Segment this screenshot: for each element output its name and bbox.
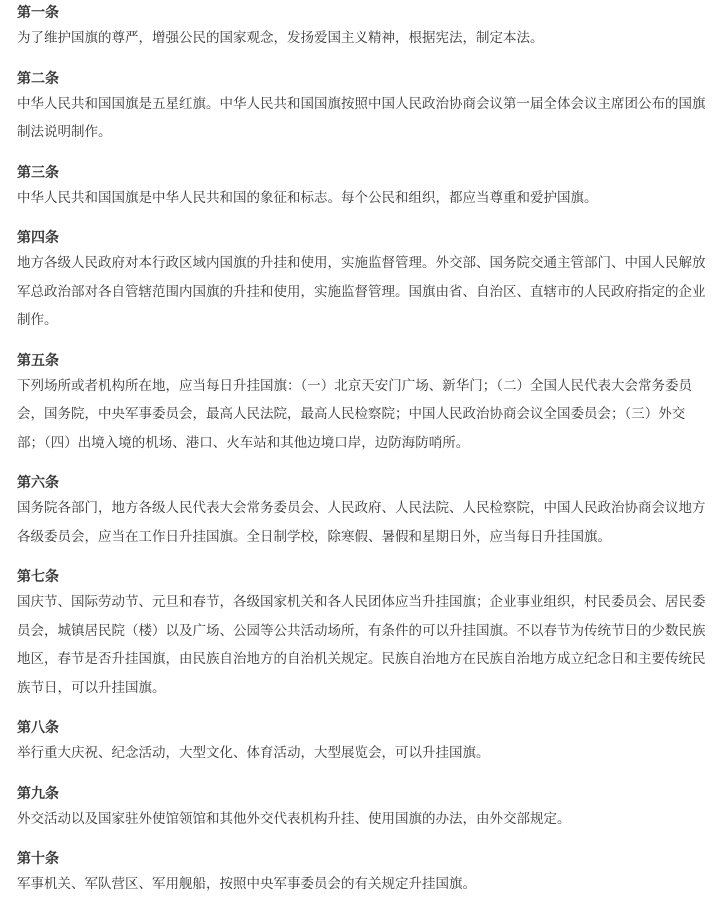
article-body: 外交活动以及国家驻外使馆领馆和其他外交代表机构升挂、使用国旗的办法，由外交部规定。 xyxy=(17,810,571,827)
article-body: 举行重大庆祝、纪念活动，大型文化、体育活动，大型展览会，可以升挂国旗。 xyxy=(17,745,490,761)
article-title: 第八条 xyxy=(17,720,59,736)
article-title: 第一条 xyxy=(17,5,59,21)
article-6 xyxy=(17,472,706,551)
article-body: 军事机关、军队营区、军用舰船，按照中央军事委员会的有关规定升挂国旗。 xyxy=(17,876,476,892)
article-body: 下列场所或者机构所在地，应当每日升挂国旗：（一）北京天安门广场、新华门；（二）全国人民代表大会常务委员会，国务院，中央军事委员会，最高人民法院，最高人民检察院；中国人民政治协商会议全国委员会；（三）外交部；（四）出境入境的机场、港口、火车站和其他边境口岸，边防海防哨所。 xyxy=(17,377,692,451)
article-9 xyxy=(17,783,706,834)
article-title: 第六条 xyxy=(17,475,59,491)
article-title: 第三条 xyxy=(17,164,59,181)
article-body: 国庆节、国际劳动节、元旦和春节，各级国家机关和各人民团体应当升挂国旗；企业事业组织，村民委员会、居民委员会，城镇居民院（楼）以及广场、公园等公共活动场所，有条件的可以升挂国旗。不以春节为传统节日的少数民族地区，春节是否升挂国旗，由民族自治地方的自治机关规定。民族自治地方在民族自治地方成立纪念日和主要传统民族节日，可以升挂国旗。 xyxy=(17,594,706,696)
article-title: 第十条 xyxy=(17,851,59,867)
article-2 xyxy=(17,68,706,147)
article-title: 第四条 xyxy=(17,230,59,246)
article-title: 第九条 xyxy=(17,785,59,802)
article-10 xyxy=(17,848,706,899)
article-5 xyxy=(17,350,706,458)
article-body: 中华人民共和国国旗是中华人民共和国的象征和标志。每个公民和组织，都应当尊重和爱护国旗。 xyxy=(17,189,598,206)
article-7 xyxy=(17,566,706,702)
article-body: 为了维护国旗的尊严，增强公民的国家观念，发扬爱国主义精神，根据宪法，制定本法。 xyxy=(17,30,544,46)
article-body: 国务院各部门，地方各级人民代表大会常务委员会、人民政府、人民法院、人民检察院，中国人民政治协商会议地方各级委员会，应当在工作日升挂国旗。全日制学校，除寒假、暑假和星期日外，应当每日升挂国旗。 xyxy=(17,500,706,545)
article-title: 第二条 xyxy=(17,70,59,87)
article-title: 第七条 xyxy=(17,569,59,585)
article-body: 地方各级人民政府对本行政区域内国旗的升挂和使用，实施监督管理。外交部、国务院交通主管部门、中国人民解放军总政治部对各自管辖范围内国旗的升挂和使用，实施监督管理。国旗由省、自治区、直辖市的人民政府指定的企业制作。 xyxy=(17,255,706,328)
article-body: 中华人民共和国国旗是五星红旗。中华人民共和国国旗按照中国人民政治协商会议第一届全体会议主席团公布的国旗制法说明制作。 xyxy=(17,95,706,140)
article-title: 第五条 xyxy=(17,352,59,369)
article-1 xyxy=(17,2,706,53)
article-8 xyxy=(17,717,706,768)
article-3 xyxy=(17,162,706,213)
article-4 xyxy=(17,227,706,335)
